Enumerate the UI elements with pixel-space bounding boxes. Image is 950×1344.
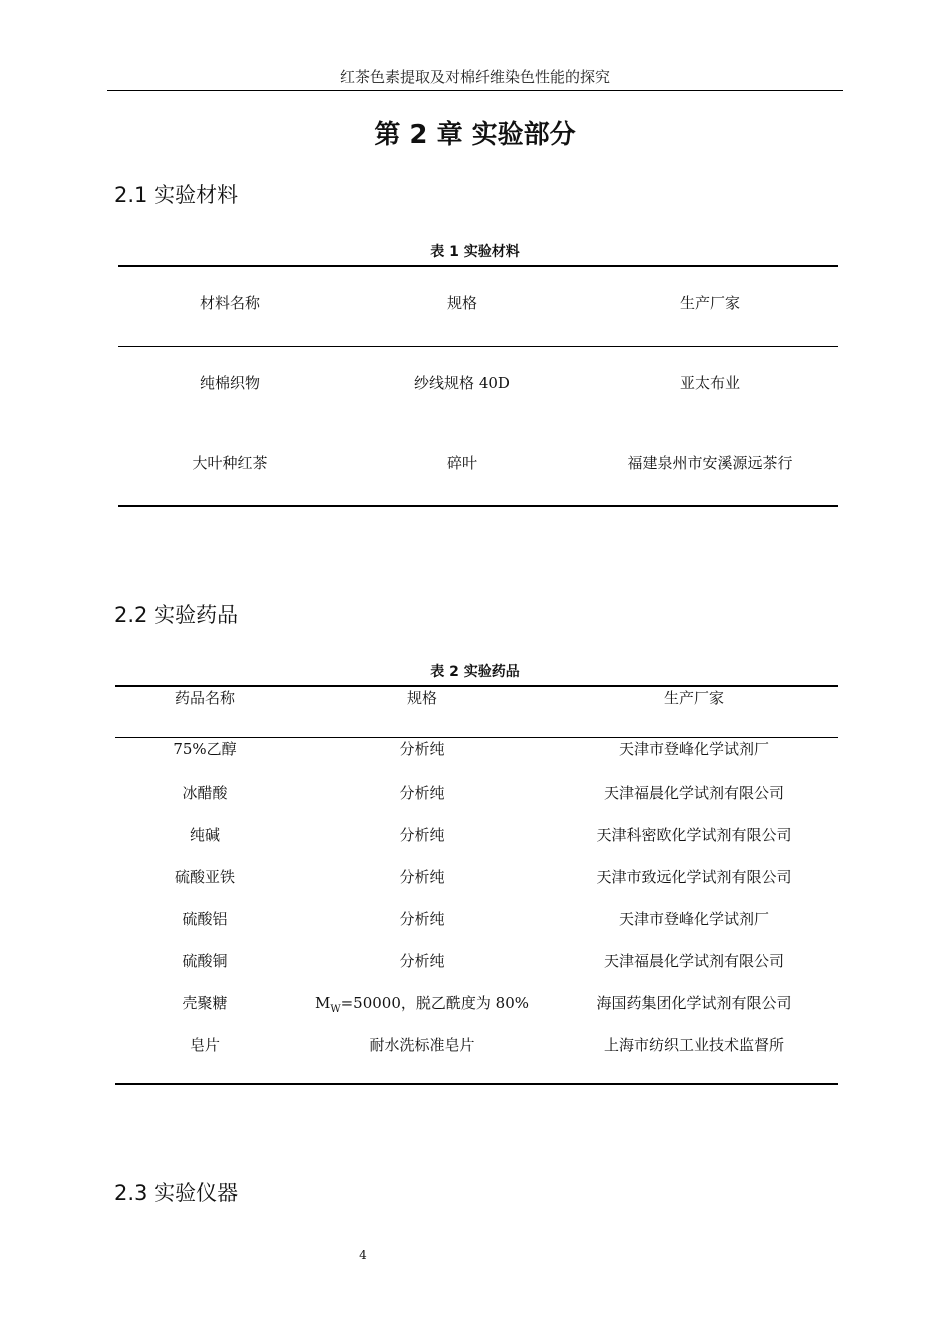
molecular-weight-symbol: M <box>314 994 331 1012</box>
table1-caption: 表 1 实验材料 <box>430 244 520 260</box>
table2-cell: 壳聚糖 <box>182 994 228 1012</box>
table2-cell: 海国药集团化学试剂有限公司 <box>596 994 792 1012</box>
table1-header-spec: 规格 <box>446 294 477 312</box>
table1-cell: 大叶种红茶 <box>192 454 268 472</box>
table2-bottom-rule <box>115 1083 838 1085</box>
table2-cell: 硫酸亚铁 <box>174 868 235 886</box>
page-number: 4 <box>359 1248 367 1262</box>
molecular-weight-value: =50000，脱乙酰度为 80% <box>340 994 530 1012</box>
table2-cell: 分析纯 <box>399 952 445 970</box>
table2-cell: 分析纯 <box>399 868 445 886</box>
table2-cell: 75%乙醇 <box>173 740 237 758</box>
table2-caption: 表 2 实验药品 <box>430 664 520 680</box>
table2-cell-chitosan-spec <box>292 993 552 1020</box>
table2-cell: 天津市登峰化学试剂厂 <box>618 740 769 758</box>
table1-cell: 福建泉州市安溪源远茶行 <box>627 454 793 472</box>
table2-cell: 分析纯 <box>399 740 445 758</box>
table1-header-name: 材料名称 <box>199 294 260 312</box>
table2-cell: 冰醋酸 <box>182 784 228 802</box>
table2-top-rule <box>115 685 838 687</box>
table2-cell: 分析纯 <box>399 784 445 802</box>
table2-cell: 皂片 <box>189 1036 220 1054</box>
table1-header-maker: 生产厂家 <box>679 294 740 312</box>
table2-cell: 天津科密欧化学试剂有限公司 <box>596 826 792 844</box>
table2-cell: 耐水洗标准皂片 <box>369 1036 475 1054</box>
table2-cell: 纯碱 <box>189 826 220 844</box>
table2-cell: 天津福晨化学试剂有限公司 <box>603 952 784 970</box>
table1-cell: 亚太布业 <box>679 374 740 392</box>
table2-cell: 分析纯 <box>399 910 445 928</box>
table1-cell: 碎叶 <box>446 454 477 472</box>
table2-cell: 天津市登峰化学试剂厂 <box>618 910 769 928</box>
table2-mid-rule <box>115 737 838 738</box>
table1-cell: 纯棉织物 <box>199 374 260 392</box>
table2-header-name: 药品名称 <box>174 689 235 707</box>
table2-cell: 硫酸铜 <box>182 952 228 970</box>
table1-cell: 纱线规格 40D <box>414 374 510 392</box>
table2-cell: 天津福晨化学试剂有限公司 <box>603 784 784 802</box>
table2-cell: 上海市纺织工业技术监督所 <box>603 1036 784 1054</box>
table2-cell: 天津市致远化学试剂有限公司 <box>596 868 792 886</box>
section-heading-2-2: 2.2 实验药品 <box>114 603 239 627</box>
chapter-title: 第 2 章 实验部分 <box>374 120 576 150</box>
table1-top-rule <box>118 265 838 267</box>
table2-header-maker: 生产厂家 <box>663 689 724 707</box>
section-heading-2-3: 2.3 实验仪器 <box>114 1181 239 1205</box>
header-rule <box>107 90 843 91</box>
table2-cell: 分析纯 <box>399 826 445 844</box>
running-header: 红茶色素提取及对棉纤维染色性能的探究 <box>339 68 610 86</box>
table2-header-spec: 规格 <box>406 689 437 707</box>
table2-cell: 硫酸铝 <box>182 910 228 928</box>
table1-bottom-rule <box>118 505 838 507</box>
table1-mid-rule <box>118 346 838 347</box>
molecular-weight-subscript: W <box>330 1004 341 1015</box>
section-heading-2-1: 2.1 实验材料 <box>114 183 239 207</box>
